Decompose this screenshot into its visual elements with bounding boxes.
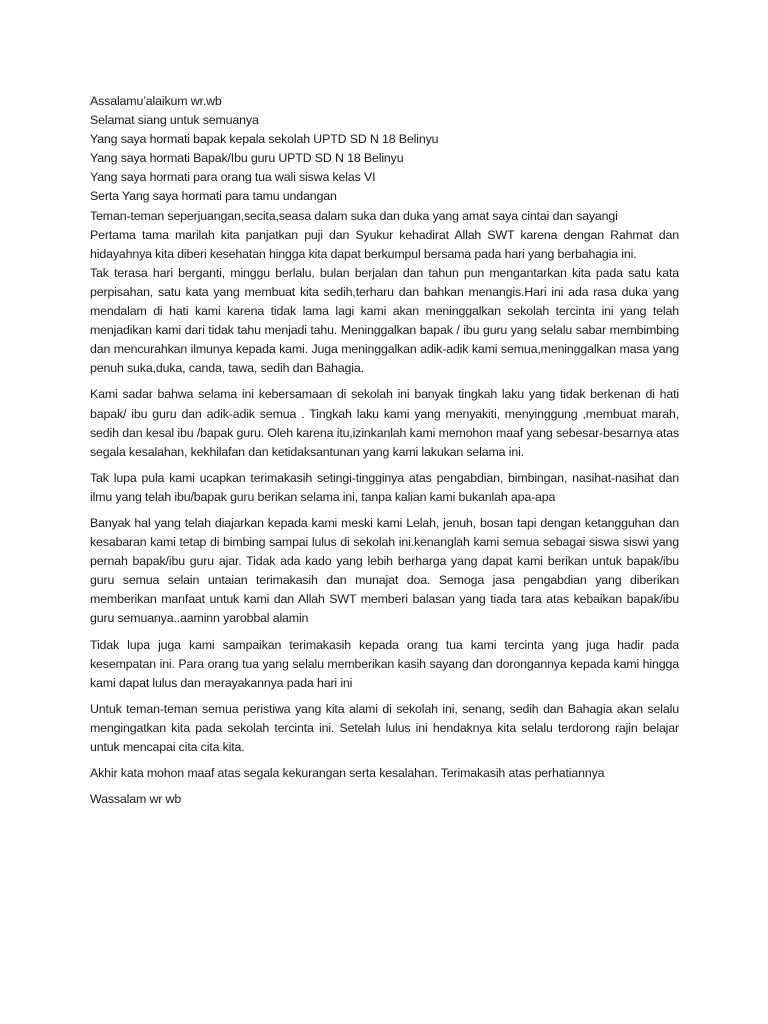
greeting-line-selamat-siang: Selamat siang untuk semuanya	[90, 113, 259, 128]
paragraph-terimakasih-orang-tua: Tidak lupa juga kami sampaikan terimakasih kepada orang tua kami tercinta yang juga hadir pada kesempatan ini. Para orang tua yang selalu memberikan kasih sayang dan dorongannya kepada kami hingga kami dapat lulus dan merayakannya pada hari ini	[90, 637, 679, 690]
paragraph-penutup: Akhir kata mohon maaf atas segala kekurangan serta kesalahan. Terimakasih atas perhatiannya	[90, 766, 605, 781]
paragraph-pembukaan: Pertama tama marilah kita panjatkan puji dan Syukur kehadirat Allah SWT karena dengan Rahmat dan hidayahnya kita diberi kesehatan hingga kita dapat berkumpul bersama pada hari yang berbahagia ini.	[90, 227, 679, 261]
greeting-line-guru: Yang saya hormati Bapak/Ibu guru UPTD SD N 18 Belinyu	[90, 151, 404, 166]
greeting-line-teman: Teman-teman seperjuangan,secita,seasa dalam suka dan duka yang amat saya cintai dan sayangi	[90, 208, 618, 223]
speech-document	[90, 92, 679, 809]
paragraph-kenangan: Banyak hal yang telah diajarkan kepada kami meski kami Lelah, jenuh, bosan tapi dengan ketangguhan dan kesabaran kami tetap di bimbing sampai lulus di sekolah ini.kenanglah kami semua sebagai siswa siswi yang pernah bapak/ibu guru ajar. Tidak ada kado yang lebih berharga yang dapat kami berikan untuk bapak/ibu guru semua selain untaian terimakasih dan munajat doa. Semoga jasa pengabdian yang diberikan memberikan manfaat untuk kami dan Allah SWT memberi balasan yang tiada tara atas kebaikan bapak/ibu guru semuanya..aaminn yarobbal alamin	[90, 515, 679, 626]
paragraph-terimakasih-guru: Tak lupa pula kami ucapkan terimakasih setingi-tingginya atas pengabdian, bimbingan, nasihat-nasihat dan ilmu yang telah ibu/bapak guru berikan selama ini, tanpa kalian kami bukanlah apa-apa	[90, 470, 679, 504]
paragraph-teman-teman: Untuk teman-teman semua peristiwa yang kita alami di sekolah ini, senang, sedih dan Bahagia akan selalu mengingatkan kita pada sekolah tercinta ini. Setelah lulus ini hendaknya kita selalu terdorong rajin belajar untuk mencapai cita cita kita.	[90, 701, 679, 754]
greeting-line-salam: Assalamu’alaikum wr.wb	[90, 94, 222, 108]
paragraph-perpisahan: Tak terasa hari berganti, minggu berlalu, bulan berjalan dan tahun pun mengantarkan kita pada satu kata perpisahan, satu kata yang membuat kita sedih,terharu dan bahkan menangis.Hari ini ada rasa duka yang mendalam di hati kami karena tidak lama lagi kami akan meninggalkan sekolah tercinta ini yang telah menjadikan kami dari tidak tahu menjadi tahu. Meninggalkan bapak / ibu guru yang selalu sabar membimbing dan mencurahkan ilmunya kepada kami. Juga meninggalkan adik-adik kami semua,meninggalkan masa yang penuh suka,duka, canda, tawa, sedih dan Bahagia.	[90, 265, 679, 376]
paragraph-permohonan-maaf: Kami sadar bahwa selama ini kebersamaan di sekolah ini banyak tingkah laku yang tidak berkenan di hati bapak/ ibu guru dan adik-adik semua . Tingkah laku kami yang menyakiti, menyinggung ,membuat marah, sedih dan kesal ibu /bapak guru. Oleh karena itu,izinkanlah kami memohon maaf yang sebesar-besarnya atas segala kesalahan, kekhilafan dan ketidaksantunan yang kami lakukan selama ini.	[90, 387, 679, 459]
closing-salam: Wassalam wr wb	[90, 792, 182, 807]
greeting-line-orang-tua: Yang saya hormati para orang tua wali siswa kelas VI	[90, 170, 376, 185]
greeting-line-kepala-sekolah: Yang saya hormati bapak kepala sekolah UPTD SD N 18 Belinyu	[90, 132, 439, 147]
greeting-line-tamu: Serta Yang saya hormati para tamu undangan	[90, 189, 337, 204]
